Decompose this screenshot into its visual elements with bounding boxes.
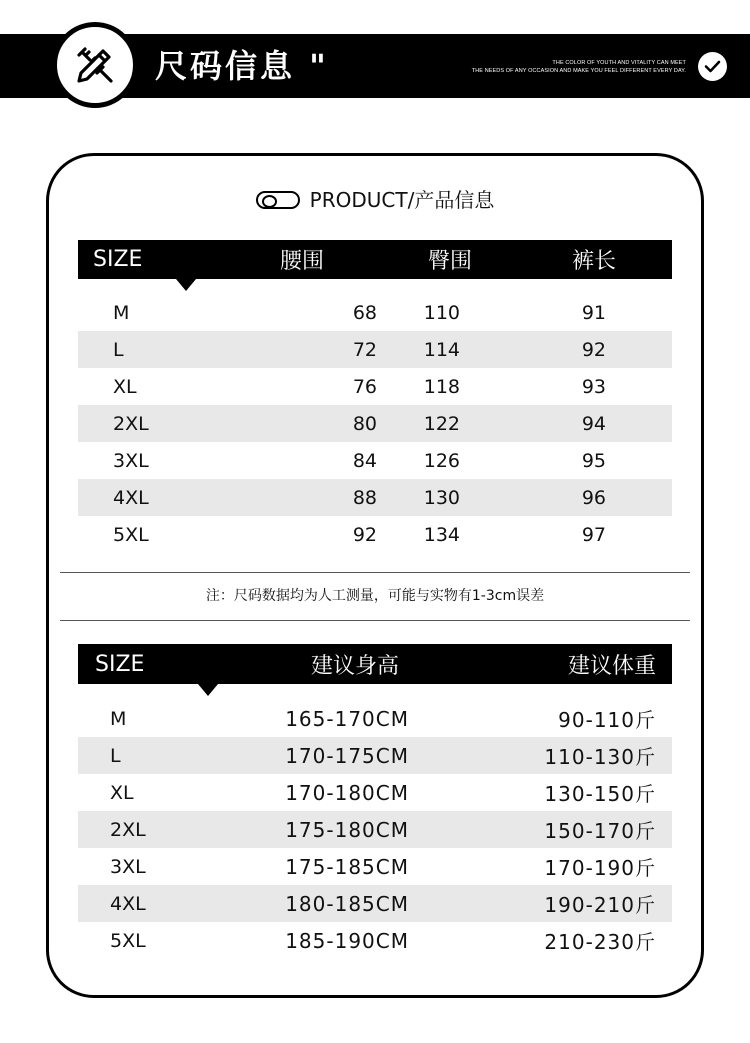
table-row	[78, 774, 672, 811]
table-cell: XL	[113, 375, 137, 398]
table-cell: 90-110斤	[558, 708, 656, 732]
table-cell: 76	[352, 375, 377, 398]
table-row	[78, 684, 672, 737]
table-row	[78, 922, 672, 959]
table-cell: 185-190CM	[285, 928, 409, 953]
table-cell: L	[78, 331, 164, 368]
table-cell: 84	[352, 449, 377, 472]
table-row	[78, 516, 672, 553]
table-row	[78, 331, 672, 368]
tagline-line-1: THE COLOR OF YOUTH AND VITALITY CAN MEET	[552, 60, 686, 66]
table-cell: 134	[423, 523, 460, 546]
header-size: SIZE	[78, 644, 162, 684]
table-cell: 94	[476, 405, 672, 442]
table-cell: 2XL	[78, 405, 164, 442]
header-size: SIZE	[78, 240, 164, 279]
divider-top	[60, 572, 690, 573]
size-table-header	[78, 240, 672, 279]
logo-badge	[52, 22, 138, 108]
table-cell: 88	[164, 479, 388, 516]
table-row	[78, 885, 672, 922]
table-cell: 91	[581, 301, 606, 324]
table-row	[78, 368, 672, 405]
table-cell: 4XL	[78, 885, 162, 922]
table-cell: 3XL	[113, 449, 149, 472]
table-cell: 170-180CM	[285, 780, 409, 805]
table-cell: 170-190斤	[544, 856, 656, 880]
table-cell: 2XL	[78, 811, 162, 848]
table-cell: 3XL	[110, 855, 146, 878]
table-cell: 92	[352, 523, 377, 546]
table-row	[78, 279, 672, 331]
fit-table	[78, 644, 672, 959]
table-cell: 110-130斤	[442, 737, 672, 774]
table-row	[78, 848, 672, 885]
table-cell: 165-170CM	[285, 706, 409, 731]
table-cell: 180-185CM	[162, 885, 442, 922]
table-cell: 150-170斤	[442, 811, 672, 848]
divider-bottom	[60, 620, 690, 621]
table-cell: 122	[388, 405, 476, 442]
table-cell: 118	[423, 375, 460, 398]
table-cell: 130	[388, 479, 476, 516]
table-cell: 5XL	[113, 523, 149, 546]
table-cell: M	[110, 707, 127, 730]
tagline-line-2: THE NEEDS OF ANY OCCASION AND MAKE YOU FEEL DIFFERENT EVERY DAY.	[471, 68, 686, 74]
tagline	[472, 59, 686, 75]
table-row	[78, 479, 672, 516]
product-heading	[0, 186, 750, 214]
table-cell: 170-175CM	[162, 737, 442, 774]
check-icon	[704, 60, 721, 73]
check-badge	[698, 52, 727, 81]
header-pointer	[176, 279, 196, 291]
table-cell: 175-185CM	[285, 854, 409, 879]
header-waist: 腰围	[164, 240, 388, 279]
table-row	[78, 737, 672, 774]
table-cell: 72	[164, 331, 388, 368]
toggle-icon	[256, 191, 300, 209]
table-row	[78, 811, 672, 848]
header-length: 裤长	[476, 240, 672, 279]
table-cell: 130-150斤	[544, 782, 656, 806]
header-pointer	[198, 684, 218, 696]
table-cell: 5XL	[110, 929, 146, 952]
table-cell: 68	[352, 301, 377, 324]
table-cell: 80	[164, 405, 388, 442]
table-cell: 175-180CM	[162, 811, 442, 848]
fit-table-header	[78, 644, 672, 684]
table-cell: 110	[423, 301, 460, 324]
table-cell: 93	[581, 375, 606, 398]
table-cell: 4XL	[78, 479, 164, 516]
size-table	[78, 240, 672, 553]
table-row	[78, 405, 672, 442]
pencil-ruler-icon	[73, 43, 117, 87]
table-cell: 95	[581, 449, 606, 472]
header-height: 建议身高	[162, 644, 442, 684]
table-cell: M	[113, 301, 130, 324]
table-cell: 96	[476, 479, 672, 516]
table-cell: 114	[388, 331, 476, 368]
table-cell: 97	[581, 523, 606, 546]
table-cell: 210-230斤	[544, 930, 656, 954]
table-cell: 126	[423, 449, 460, 472]
header-hip: 臀围	[388, 240, 476, 279]
product-heading-text: PRODUCT/产品信息	[309, 188, 495, 212]
table-cell: L	[78, 737, 162, 774]
page-title: 尺码信息 "	[155, 47, 329, 85]
measurement-note: 注：尺码数据均为人工测量，可能与实物有1-3cm误差	[205, 588, 545, 604]
header-weight: 建议体重	[442, 644, 672, 684]
table-cell: 92	[476, 331, 672, 368]
table-cell: 190-210斤	[442, 885, 672, 922]
table-row	[78, 442, 672, 479]
table-cell: XL	[110, 781, 134, 804]
